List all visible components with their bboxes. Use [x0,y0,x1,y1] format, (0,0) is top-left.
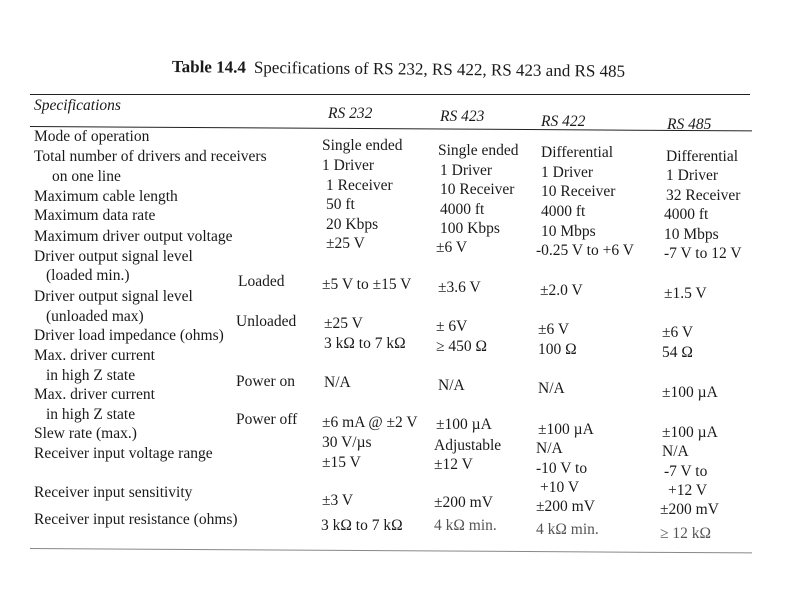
label-inrange: Receiver input voltage range [34,445,213,462]
condition-unloaded: Unloaded [236,313,297,330]
label-outvolt: Maximum driver output voltage [34,228,233,245]
label-siglevel-unloaded-cont: (unloaded max) [46,308,144,325]
rs485-cable: 4000 ft [664,206,709,223]
rs422-datarate: 10 Mbps [541,223,596,240]
rs485-inrange-from: -7 V to [664,463,708,480]
rs423-slew: Adjustable [434,437,502,454]
rs422-outvolt: -0.25 V to +6 V [536,242,634,259]
label-slew: Slew rate (max.) [34,425,137,442]
rs232-power-on: N/A [324,374,351,391]
label-total: Total number of drivers and receivers [34,148,267,165]
rs485-receivers: 32 Receiver [666,187,741,204]
label-total-cont: on one line [52,168,121,185]
rs422-impedance: 100 Ω [538,341,577,358]
label-current-on: Max. driver current [34,347,155,364]
rs232-slew: 30 V/µs [322,434,372,451]
rs422-loaded: ±2.0 V [540,282,583,299]
header-rs422: RS 422 [541,113,586,130]
label-cable: Maximum cable length [34,188,178,205]
rs232-datarate: 20 Kbps [326,216,379,233]
header-rs423: RS 423 [440,108,485,125]
rs422-sensitivity: ±200 mV [536,498,595,515]
rs232-cable: 50 ft [326,196,355,213]
rs232-unloaded: ±25 V [324,315,363,332]
rs422-mode: Differential [541,144,614,161]
rs232-resistance: 3 kΩ to 7 kΩ [321,517,403,534]
label-current-on-cont: in high Z state [46,367,136,384]
rs422-receivers: 10 Receiver [541,183,616,200]
rs422-cable: 4000 ft [541,203,586,220]
rs423-inrange: ±12 V [434,456,473,473]
label-resistance: Receiver input resistance (ohms) [34,511,238,528]
rs422-slew: N/A [536,440,563,457]
rs422-power-on: N/A [538,380,565,397]
label-mode: Mode of operation [34,128,150,145]
rs485-impedance: 54 Ω [662,344,693,361]
rs485-power-off: ±100 µA [662,424,718,441]
rs422-inrange-from: -10 V to [536,460,588,477]
rs485-datarate: 10 Mbps [664,226,719,243]
rs485-mode: Differential [666,148,739,165]
label-siglevel-loaded-cont: (loaded min.) [46,267,130,284]
rs422-drivers: 1 Driver [541,164,594,181]
rs423-datarate: 100 Kbps [440,220,500,237]
rs423-impedance: ≥ 450 Ω [436,338,488,355]
rs423-loaded: ±3.6 V [438,279,481,296]
rs422-power-off: ±100 µA [538,421,594,438]
label-current-off-cont: in high Z state [46,406,136,423]
rs232-sensitivity: ±3 V [322,492,354,509]
rs485-outvolt: -7 V to 12 V [664,245,742,262]
rs232-power-off: ±6 mA @ ±2 V [322,414,418,431]
header-rs485: RS 485 [667,116,712,133]
rs485-inrange-to: +12 V [668,482,708,499]
header-rs232: RS 232 [328,105,373,122]
rs423-resistance: 4 kΩ min. [434,517,497,534]
rs423-drivers: 1 Driver [440,162,493,179]
bottom-rule [30,548,752,553]
rs422-unloaded: ±6 V [538,321,570,338]
rs423-power-off: ±100 µA [436,416,492,433]
rs485-power-on: ±100 µA [662,384,718,401]
rs232-inrange: ±15 V [322,454,361,471]
rs423-power-on: N/A [438,377,465,394]
header-specifications: Specifications [34,97,121,114]
rs423-outvolt: ±6 V [436,239,468,256]
top-rule [30,94,750,95]
rs485-loaded: ±1.5 V [664,285,707,302]
label-siglevel-loaded: Driver output signal level [34,248,193,265]
label-current-off: Max. driver current [34,386,155,403]
label-siglevel-unloaded: Driver output signal level [34,288,193,305]
rs423-cable: 4000 ft [440,201,485,218]
rs423-unloaded: ± 6V [436,318,468,335]
rs232-receivers: 1 Receiver [326,177,393,194]
condition-power-off: Power off [236,411,298,428]
rs422-resistance: 4 kΩ min. [536,521,599,538]
table-caption-text: Specifications of RS 232, RS 422, RS 423 and RS 485 [253,57,626,81]
rs423-mode: Single ended [438,142,519,159]
rs423-receivers: 10 Receiver [440,181,515,198]
rs423-sensitivity: ±200 mV [434,494,493,511]
table-caption-label: Table 14.4 [171,57,247,77]
rs232-outvolt: ±25 V [326,235,365,252]
rs232-drivers: 1 Driver [322,157,375,174]
rs485-sensitivity: ±200 mV [660,501,719,518]
label-sensitivity: Receiver input sensitivity [34,484,193,501]
rs485-slew: N/A [662,443,689,460]
label-impedance: Driver load impedance (ohms) [34,327,224,344]
rs485-resistance: ≥ 12 kΩ [660,525,712,542]
condition-loaded: Loaded [238,273,285,290]
table-caption [172,57,652,82]
rs232-loaded: ±5 V to ±15 V [322,276,412,293]
rs232-mode: Single ended [322,137,403,154]
label-datarate: Maximum data rate [34,207,156,224]
rs485-unloaded: ±6 V [662,324,694,341]
rs232-impedance: 3 kΩ to 7 kΩ [324,335,406,352]
rs422-inrange-to: +10 V [540,479,580,496]
rs485-drivers: 1 Driver [666,167,719,184]
condition-power-on: Power on [236,373,295,390]
